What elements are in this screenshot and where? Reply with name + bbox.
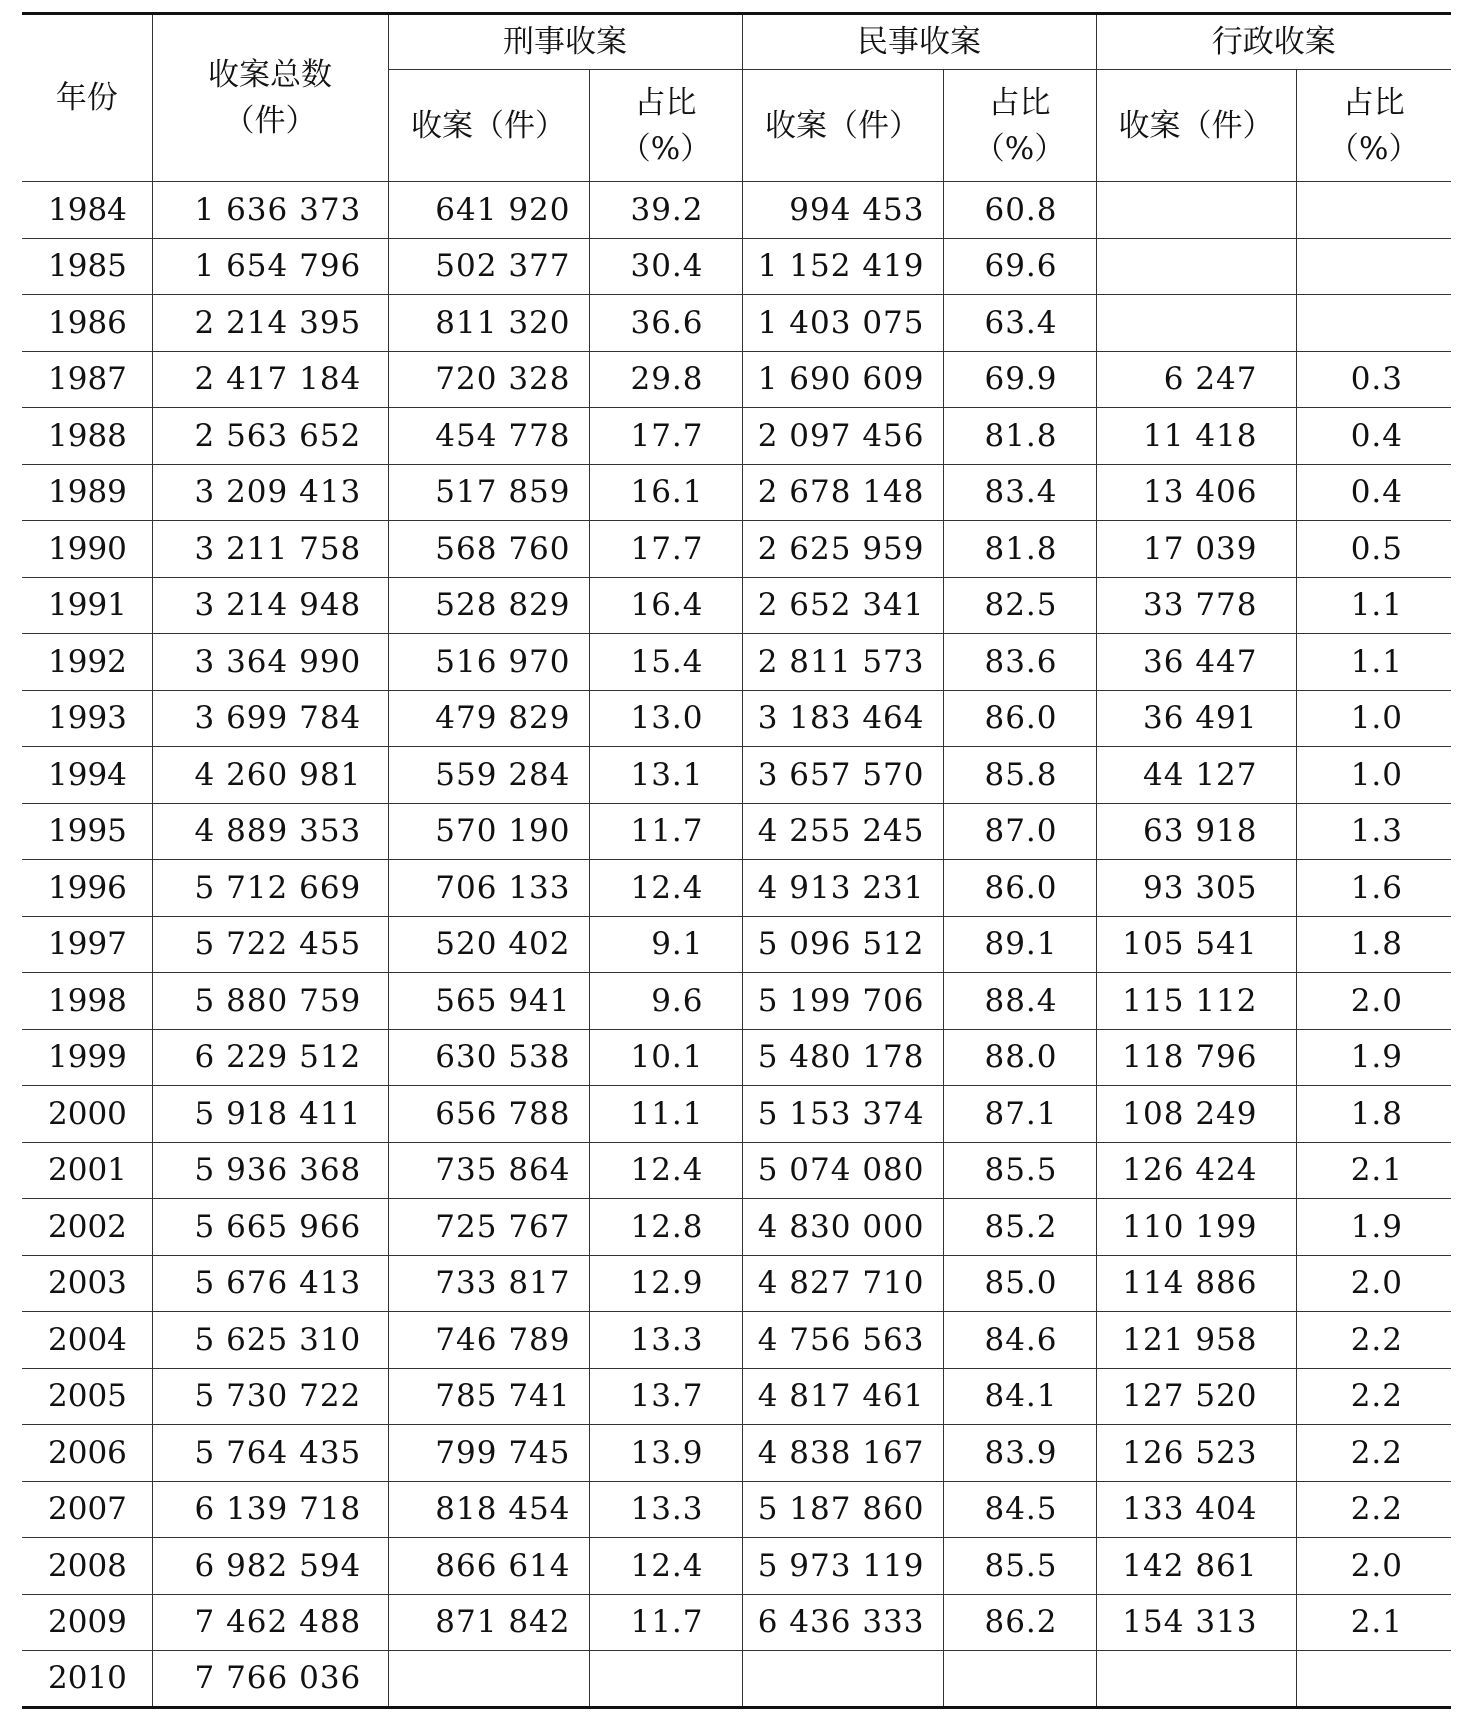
header-civil-cases: 收案（件） [742, 70, 943, 182]
total-cases-cell: 2 417 184 [152, 351, 388, 408]
total-cases-cell: 5 722 455 [152, 916, 388, 973]
criminal-cases-cell: 746 789 [388, 1312, 589, 1369]
admin-share-cell: 2.1 [1296, 1142, 1451, 1199]
civil-share-cell: 89.1 [943, 916, 1096, 973]
table-row [22, 1029, 1451, 1086]
year-cell: 1991 [22, 577, 152, 634]
table-row [22, 860, 1451, 917]
admin-cases-cell: 115 112 [1096, 973, 1296, 1030]
header-total [152, 14, 388, 182]
civil-cases-cell: 1 152 419 [742, 238, 943, 295]
total-cases-cell: 5 676 413 [152, 1255, 388, 1312]
year-cell: 2003 [22, 1255, 152, 1312]
admin-share-cell: 1.1 [1296, 634, 1451, 691]
table-row [22, 690, 1451, 747]
table-row [22, 747, 1451, 804]
admin-share-cell [1296, 182, 1451, 239]
criminal-share-cell: 12.4 [589, 860, 742, 917]
admin-cases-cell: 11 418 [1096, 408, 1296, 465]
criminal-share-cell: 12.4 [589, 1142, 742, 1199]
year-cell: 1999 [22, 1029, 152, 1086]
criminal-share-cell: 29.8 [589, 351, 742, 408]
civil-share-cell: 83.6 [943, 634, 1096, 691]
civil-share-cell: 69.9 [943, 351, 1096, 408]
table-row [22, 1651, 1451, 1708]
civil-cases-cell: 4 913 231 [742, 860, 943, 917]
header-admin-share [1296, 70, 1451, 182]
civil-cases-cell: 5 199 706 [742, 973, 943, 1030]
criminal-share-cell: 16.4 [589, 577, 742, 634]
civil-cases-cell: 5 096 512 [742, 916, 943, 973]
year-cell: 2007 [22, 1481, 152, 1538]
table-row [22, 1368, 1451, 1425]
header-criminal: 刑事收案 [388, 14, 742, 70]
civil-share-cell: 88.4 [943, 973, 1096, 1030]
civil-share-cell: 85.0 [943, 1255, 1096, 1312]
admin-cases-cell: 110 199 [1096, 1199, 1296, 1256]
admin-cases-cell [1096, 1651, 1296, 1708]
criminal-share-cell: 13.9 [589, 1425, 742, 1482]
civil-share-cell: 69.6 [943, 238, 1096, 295]
civil-cases-cell: 3 183 464 [742, 690, 943, 747]
header-total-line2: （件） [223, 103, 317, 139]
criminal-share-cell: 11.7 [589, 803, 742, 860]
criminal-cases-cell: 656 788 [388, 1086, 589, 1143]
table-row [22, 803, 1451, 860]
criminal-cases-cell: 516 970 [388, 634, 589, 691]
total-cases-cell: 1 636 373 [152, 182, 388, 239]
criminal-share-cell: 12.4 [589, 1538, 742, 1595]
total-cases-cell: 4 260 981 [152, 747, 388, 804]
criminal-cases-cell: 733 817 [388, 1255, 589, 1312]
year-cell: 1992 [22, 634, 152, 691]
criminal-share-cell: 11.1 [589, 1086, 742, 1143]
admin-share-cell: 1.9 [1296, 1199, 1451, 1256]
criminal-cases-cell: 818 454 [388, 1481, 589, 1538]
header-year: 年份 [22, 14, 152, 182]
year-cell: 2005 [22, 1368, 152, 1425]
table-row [22, 1425, 1451, 1482]
criminal-cases-cell: 570 190 [388, 803, 589, 860]
total-cases-cell: 5 936 368 [152, 1142, 388, 1199]
criminal-cases-cell: 785 741 [388, 1368, 589, 1425]
year-cell: 2008 [22, 1538, 152, 1595]
criminal-cases-cell: 502 377 [388, 238, 589, 295]
admin-share-cell: 2.1 [1296, 1594, 1451, 1651]
header-admin-cases: 收案（件） [1096, 70, 1296, 182]
admin-cases-cell [1096, 238, 1296, 295]
year-cell: 2010 [22, 1651, 152, 1708]
year-cell: 2004 [22, 1312, 152, 1369]
table-row [22, 1538, 1451, 1595]
civil-cases-cell: 5 153 374 [742, 1086, 943, 1143]
admin-share-cell: 2.0 [1296, 1538, 1451, 1595]
criminal-cases-cell: 568 760 [388, 521, 589, 578]
civil-cases-cell: 2 678 148 [742, 464, 943, 521]
admin-cases-cell: 118 796 [1096, 1029, 1296, 1086]
criminal-share-cell: 9.6 [589, 973, 742, 1030]
year-cell: 2001 [22, 1142, 152, 1199]
year-cell: 1986 [22, 295, 152, 352]
criminal-cases-cell: 706 133 [388, 860, 589, 917]
header-share-line1: 占比 [988, 84, 1051, 121]
admin-share-cell: 2.2 [1296, 1368, 1451, 1425]
civil-share-cell: 85.2 [943, 1199, 1096, 1256]
admin-share-cell: 2.2 [1296, 1425, 1451, 1482]
criminal-cases-cell: 866 614 [388, 1538, 589, 1595]
total-cases-cell: 5 764 435 [152, 1425, 388, 1482]
civil-share-cell: 87.1 [943, 1086, 1096, 1143]
year-cell: 1987 [22, 351, 152, 408]
admin-cases-cell: 63 918 [1096, 803, 1296, 860]
civil-share-cell: 83.4 [943, 464, 1096, 521]
civil-cases-cell: 994 453 [742, 182, 943, 239]
civil-cases-cell: 2 097 456 [742, 408, 943, 465]
admin-share-cell: 0.5 [1296, 521, 1451, 578]
table-row [22, 577, 1451, 634]
civil-share-cell: 87.0 [943, 803, 1096, 860]
admin-share-cell: 1.8 [1296, 1086, 1451, 1143]
year-cell: 1998 [22, 973, 152, 1030]
table-row [22, 1255, 1451, 1312]
table-row [22, 295, 1451, 352]
criminal-share-cell: 9.1 [589, 916, 742, 973]
civil-share-cell [943, 1651, 1096, 1708]
civil-cases-cell: 4 830 000 [742, 1199, 943, 1256]
civil-share-cell: 85.8 [943, 747, 1096, 804]
criminal-share-cell: 16.1 [589, 464, 742, 521]
admin-cases-cell: 105 541 [1096, 916, 1296, 973]
criminal-share-cell: 13.3 [589, 1481, 742, 1538]
admin-share-cell [1296, 295, 1451, 352]
header-criminal-share [589, 70, 742, 182]
civil-cases-cell: 4 255 245 [742, 803, 943, 860]
total-cases-cell: 3 699 784 [152, 690, 388, 747]
civil-share-cell: 84.6 [943, 1312, 1096, 1369]
civil-share-cell: 86.0 [943, 860, 1096, 917]
civil-cases-cell: 1 690 609 [742, 351, 943, 408]
civil-cases-cell [742, 1651, 943, 1708]
civil-cases-cell: 5 074 080 [742, 1142, 943, 1199]
civil-share-cell: 86.2 [943, 1594, 1096, 1651]
civil-cases-cell: 6 436 333 [742, 1594, 943, 1651]
criminal-share-cell [589, 1651, 742, 1708]
table-row [22, 238, 1451, 295]
civil-cases-cell: 1 403 075 [742, 295, 943, 352]
criminal-share-cell: 17.7 [589, 408, 742, 465]
civil-share-cell: 88.0 [943, 1029, 1096, 1086]
table-row [22, 1199, 1451, 1256]
admin-share-cell: 1.6 [1296, 860, 1451, 917]
civil-share-cell: 85.5 [943, 1538, 1096, 1595]
header-share-line1: 占比 [1342, 84, 1405, 121]
admin-cases-cell: 126 424 [1096, 1142, 1296, 1199]
civil-cases-cell: 4 756 563 [742, 1312, 943, 1369]
admin-cases-cell [1096, 182, 1296, 239]
criminal-share-cell: 36.6 [589, 295, 742, 352]
civil-cases-cell: 5 480 178 [742, 1029, 943, 1086]
civil-cases-cell: 4 827 710 [742, 1255, 943, 1312]
table-body [22, 182, 1451, 1708]
admin-cases-cell: 13 406 [1096, 464, 1296, 521]
criminal-share-cell: 39.2 [589, 182, 742, 239]
year-cell: 1997 [22, 916, 152, 973]
header-civil: 民事收案 [742, 14, 1096, 70]
year-cell: 1988 [22, 408, 152, 465]
admin-share-cell: 0.3 [1296, 351, 1451, 408]
admin-cases-cell: 108 249 [1096, 1086, 1296, 1143]
admin-cases-cell: 6 247 [1096, 351, 1296, 408]
table-row [22, 408, 1451, 465]
total-cases-cell: 6 229 512 [152, 1029, 388, 1086]
admin-cases-cell: 121 958 [1096, 1312, 1296, 1369]
admin-share-cell: 2.2 [1296, 1312, 1451, 1369]
admin-cases-cell: 36 447 [1096, 634, 1296, 691]
civil-cases-cell: 3 657 570 [742, 747, 943, 804]
criminal-cases-cell: 725 767 [388, 1199, 589, 1256]
admin-cases-cell: 36 491 [1096, 690, 1296, 747]
criminal-share-cell: 13.7 [589, 1368, 742, 1425]
year-cell: 1985 [22, 238, 152, 295]
admin-share-cell [1296, 1651, 1451, 1708]
header-share-line1: 占比 [634, 84, 697, 121]
year-cell: 1993 [22, 690, 152, 747]
table-row [22, 1086, 1451, 1143]
criminal-share-cell: 10.1 [589, 1029, 742, 1086]
header-share-line2: （%） [619, 130, 712, 167]
criminal-cases-cell: 871 842 [388, 1594, 589, 1651]
civil-cases-cell: 5 973 119 [742, 1538, 943, 1595]
admin-share-cell [1296, 238, 1451, 295]
criminal-share-cell: 13.3 [589, 1312, 742, 1369]
criminal-cases-cell: 565 941 [388, 973, 589, 1030]
civil-share-cell: 85.5 [943, 1142, 1096, 1199]
year-cell: 1995 [22, 803, 152, 860]
admin-share-cell: 1.8 [1296, 916, 1451, 973]
year-cell: 2006 [22, 1425, 152, 1482]
year-cell: 1996 [22, 860, 152, 917]
header-row-1 [22, 14, 1451, 70]
criminal-cases-cell: 454 778 [388, 408, 589, 465]
civil-share-cell: 81.8 [943, 408, 1096, 465]
criminal-cases-cell: 720 328 [388, 351, 589, 408]
criminal-share-cell: 15.4 [589, 634, 742, 691]
admin-share-cell: 0.4 [1296, 408, 1451, 465]
admin-cases-cell [1096, 295, 1296, 352]
table-row [22, 1312, 1451, 1369]
admin-cases-cell: 44 127 [1096, 747, 1296, 804]
total-cases-cell: 3 364 990 [152, 634, 388, 691]
criminal-share-cell: 17.7 [589, 521, 742, 578]
header-civil-share [943, 70, 1096, 182]
admin-share-cell: 1.0 [1296, 690, 1451, 747]
year-cell: 1994 [22, 747, 152, 804]
criminal-cases-cell: 528 829 [388, 577, 589, 634]
civil-cases-cell: 5 187 860 [742, 1481, 943, 1538]
table-row [22, 1481, 1451, 1538]
admin-cases-cell: 142 861 [1096, 1538, 1296, 1595]
admin-share-cell: 1.1 [1296, 577, 1451, 634]
criminal-share-cell: 13.1 [589, 747, 742, 804]
total-cases-cell: 5 665 966 [152, 1199, 388, 1256]
table-row [22, 182, 1451, 239]
total-cases-cell: 3 214 948 [152, 577, 388, 634]
criminal-cases-cell: 559 284 [388, 747, 589, 804]
civil-share-cell: 81.8 [943, 521, 1096, 578]
civil-cases-cell: 2 625 959 [742, 521, 943, 578]
total-cases-cell: 2 563 652 [152, 408, 388, 465]
admin-cases-cell: 126 523 [1096, 1425, 1296, 1482]
header-share-line2: （%） [973, 130, 1066, 167]
admin-cases-cell: 133 404 [1096, 1481, 1296, 1538]
admin-cases-cell: 127 520 [1096, 1368, 1296, 1425]
admin-cases-cell: 154 313 [1096, 1594, 1296, 1651]
civil-share-cell: 86.0 [943, 690, 1096, 747]
criminal-share-cell: 11.7 [589, 1594, 742, 1651]
year-cell: 2000 [22, 1086, 152, 1143]
civil-cases-cell: 4 838 167 [742, 1425, 943, 1482]
criminal-cases-cell: 799 745 [388, 1425, 589, 1482]
year-cell: 1984 [22, 182, 152, 239]
total-cases-cell: 7 462 488 [152, 1594, 388, 1651]
criminal-cases-cell: 520 402 [388, 916, 589, 973]
criminal-share-cell: 12.8 [589, 1199, 742, 1256]
admin-cases-cell: 17 039 [1096, 521, 1296, 578]
total-cases-cell: 2 214 395 [152, 295, 388, 352]
table-row [22, 351, 1451, 408]
total-cases-cell: 4 889 353 [152, 803, 388, 860]
criminal-cases-cell: 811 320 [388, 295, 589, 352]
criminal-cases-cell: 735 864 [388, 1142, 589, 1199]
total-cases-cell: 6 982 594 [152, 1538, 388, 1595]
caseload-table [22, 12, 1451, 1709]
total-cases-cell: 3 211 758 [152, 521, 388, 578]
admin-share-cell: 1.3 [1296, 803, 1451, 860]
civil-share-cell: 84.1 [943, 1368, 1096, 1425]
total-cases-cell: 5 712 669 [152, 860, 388, 917]
admin-cases-cell: 33 778 [1096, 577, 1296, 634]
criminal-cases-cell: 630 538 [388, 1029, 589, 1086]
total-cases-cell: 3 209 413 [152, 464, 388, 521]
civil-cases-cell: 2 652 341 [742, 577, 943, 634]
admin-share-cell: 2.0 [1296, 1255, 1451, 1312]
table-row [22, 1142, 1451, 1199]
civil-share-cell: 60.8 [943, 182, 1096, 239]
admin-share-cell: 1.9 [1296, 1029, 1451, 1086]
total-cases-cell: 1 654 796 [152, 238, 388, 295]
total-cases-cell: 5 625 310 [152, 1312, 388, 1369]
table-row [22, 634, 1451, 691]
civil-share-cell: 83.9 [943, 1425, 1096, 1482]
admin-share-cell: 2.2 [1296, 1481, 1451, 1538]
admin-cases-cell: 93 305 [1096, 860, 1296, 917]
civil-cases-cell: 4 817 461 [742, 1368, 943, 1425]
table-row [22, 916, 1451, 973]
year-cell: 1989 [22, 464, 152, 521]
total-cases-cell: 5 918 411 [152, 1086, 388, 1143]
criminal-cases-cell: 479 829 [388, 690, 589, 747]
header-criminal-cases: 收案（件） [388, 70, 589, 182]
header-admin: 行政收案 [1096, 14, 1451, 70]
header-share-line2: （%） [1328, 130, 1420, 167]
criminal-cases-cell: 517 859 [388, 464, 589, 521]
header-total-line1: 收案总数 [208, 57, 332, 93]
criminal-share-cell: 13.0 [589, 690, 742, 747]
total-cases-cell: 5 730 722 [152, 1368, 388, 1425]
admin-share-cell: 1.0 [1296, 747, 1451, 804]
criminal-cases-cell [388, 1651, 589, 1708]
criminal-share-cell: 30.4 [589, 238, 742, 295]
year-cell: 2009 [22, 1594, 152, 1651]
criminal-cases-cell: 641 920 [388, 182, 589, 239]
table-row [22, 521, 1451, 578]
year-cell: 1990 [22, 521, 152, 578]
civil-share-cell: 84.5 [943, 1481, 1096, 1538]
civil-share-cell: 82.5 [943, 577, 1096, 634]
table-row [22, 464, 1451, 521]
civil-share-cell: 63.4 [943, 295, 1096, 352]
total-cases-cell: 5 880 759 [152, 973, 388, 1030]
table-row [22, 973, 1451, 1030]
year-cell: 2002 [22, 1199, 152, 1256]
civil-cases-cell: 2 811 573 [742, 634, 943, 691]
admin-cases-cell: 114 886 [1096, 1255, 1296, 1312]
total-cases-cell: 7 766 036 [152, 1651, 388, 1708]
criminal-share-cell: 12.9 [589, 1255, 742, 1312]
admin-share-cell: 0.4 [1296, 464, 1451, 521]
table-row [22, 1594, 1451, 1651]
admin-share-cell: 2.0 [1296, 973, 1451, 1030]
total-cases-cell: 6 139 718 [152, 1481, 388, 1538]
